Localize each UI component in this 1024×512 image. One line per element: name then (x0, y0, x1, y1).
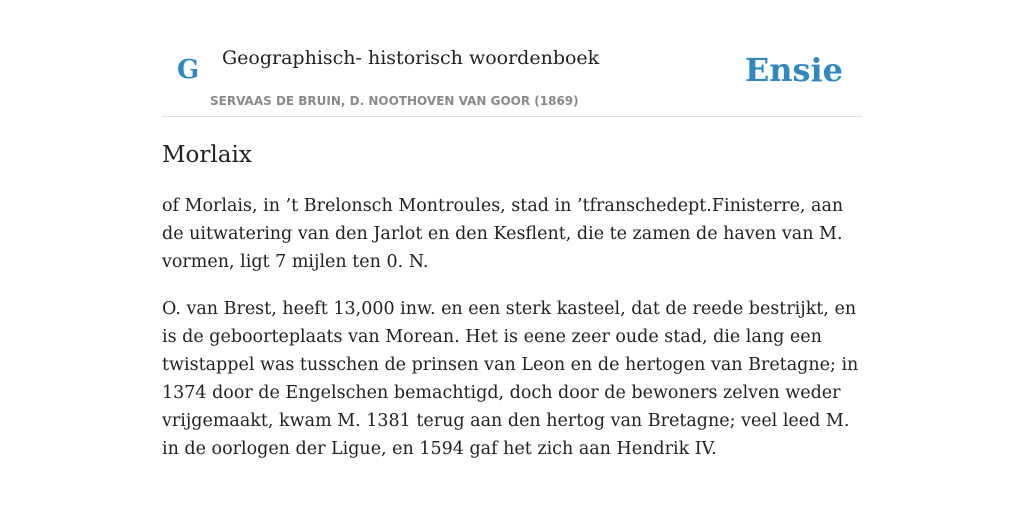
entry-paragraph: O. van Brest, heeft 13,000 inw. en een sterk kasteel, dat de reede bestrijkt, en is de geboorteplaats van Morean. Het is eene zeer oude stad, die lang een twistappel was tusschen de prinsen van Leon en de hertogen van Bretagne; in 1374 door de Engelschen bemachtigd, doch door de bewoners zelven weder vrijgemaakt, kwam M. 1381 terug aan den hertog van Bretagne; veel leed M. in de oorlogen der Ligue, en 1594 gaf het zich aan Hendrik IV. (162, 299, 859, 459)
book-authors: SERVAAS DE BRUIN, D. NOOTHOVEN VAN GOOR (1869) (210, 94, 579, 108)
book-title[interactable]: Geographisch- historisch woordenboek (222, 47, 600, 69)
entry-paragraph: of Morlais, in ’t Brelonsch Montroules, stad in ’tfranschedept.Finisterre, aan de uitwatering van den Jarlot en den Kesflent, die te zamen de haven van M. vormen, ligt 7 mijlen ten 0. N. (162, 196, 844, 272)
entry-body (162, 192, 862, 482)
page-header (162, 0, 862, 117)
ensie-logo-link[interactable]: Ensie (744, 51, 843, 89)
entry-title: Morlaix (162, 142, 252, 168)
book-logo-letter[interactable]: G (177, 55, 200, 85)
